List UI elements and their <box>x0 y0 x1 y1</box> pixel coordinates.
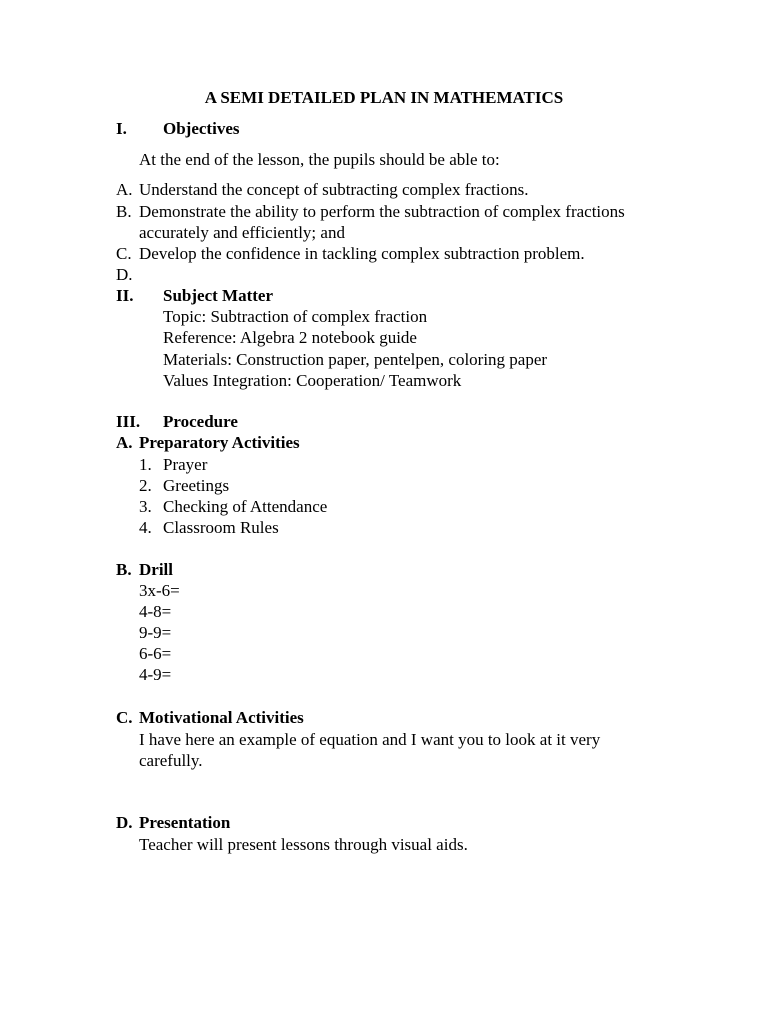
subject-matter-line: Topic: Subtraction of complex fraction <box>163 307 428 326</box>
drill-letter: B. <box>116 560 132 579</box>
objective-letter: A. <box>116 180 133 199</box>
procedure-numeral: III. <box>116 412 141 431</box>
preparatory-item: Checking of Attendance <box>163 497 328 516</box>
preparatory-item: Classroom Rules <box>163 518 279 537</box>
subject-matter-numeral: II. <box>116 286 134 305</box>
document-title: A SEMI DETAILED PLAN IN MATHEMATICS <box>204 88 564 107</box>
subject-matter-line: Materials: Construction paper, pentelpen, coloring paper <box>163 350 548 369</box>
preparatory-item: Greetings <box>163 476 230 495</box>
motivational-heading: Motivational Activities <box>139 708 304 727</box>
objective-text: Demonstrate the ability to perform the subtraction of complex fractions <box>139 202 625 221</box>
drill-item: 4-8= <box>139 602 172 621</box>
presentation-text: Teacher will present lessons through visual aids. <box>139 835 468 854</box>
procedure-heading: Procedure <box>163 412 238 431</box>
preparatory-item-number: 1. <box>139 455 152 474</box>
objective-text-continued: accurately and efficiently; and <box>139 223 345 242</box>
drill-item: 6-6= <box>139 644 172 663</box>
objectives-heading: Objectives <box>163 119 240 138</box>
preparatory-letter: A. <box>116 433 133 452</box>
preparatory-item-number: 3. <box>139 497 152 516</box>
objective-text: Develop the confidence in tackling complex subtraction problem. <box>139 244 585 263</box>
objective-letter: C. <box>116 244 132 263</box>
objective-letter: D. <box>116 265 133 284</box>
motivational-text: I have here an example of equation and I want you to look at it very <box>139 730 601 749</box>
subject-matter-line: Reference: Algebra 2 notebook guide <box>163 328 417 347</box>
motivational-text-continued: carefully. <box>139 751 203 770</box>
objective-letter: B. <box>116 202 132 221</box>
drill-item: 9-9= <box>139 623 172 642</box>
objective-text: Understand the concept of subtracting complex fractions. <box>139 180 529 199</box>
drill-item: 4-9= <box>139 665 172 684</box>
preparatory-item: Prayer <box>163 455 208 474</box>
subject-matter-heading: Subject Matter <box>163 286 273 305</box>
preparatory-item-number: 4. <box>139 518 152 537</box>
preparatory-heading: Preparatory Activities <box>139 433 300 452</box>
presentation-heading: Presentation <box>139 813 231 832</box>
objectives-intro: At the end of the lesson, the pupils should be able to: <box>139 150 500 169</box>
drill-item: 3x-6= <box>139 581 180 600</box>
objectives-numeral: I. <box>116 119 127 138</box>
preparatory-item-number: 2. <box>139 476 152 495</box>
motivational-letter: C. <box>116 708 133 727</box>
presentation-letter: D. <box>116 813 133 832</box>
subject-matter-line: Values Integration: Cooperation/ Teamwork <box>163 371 462 390</box>
drill-heading: Drill <box>139 560 173 579</box>
